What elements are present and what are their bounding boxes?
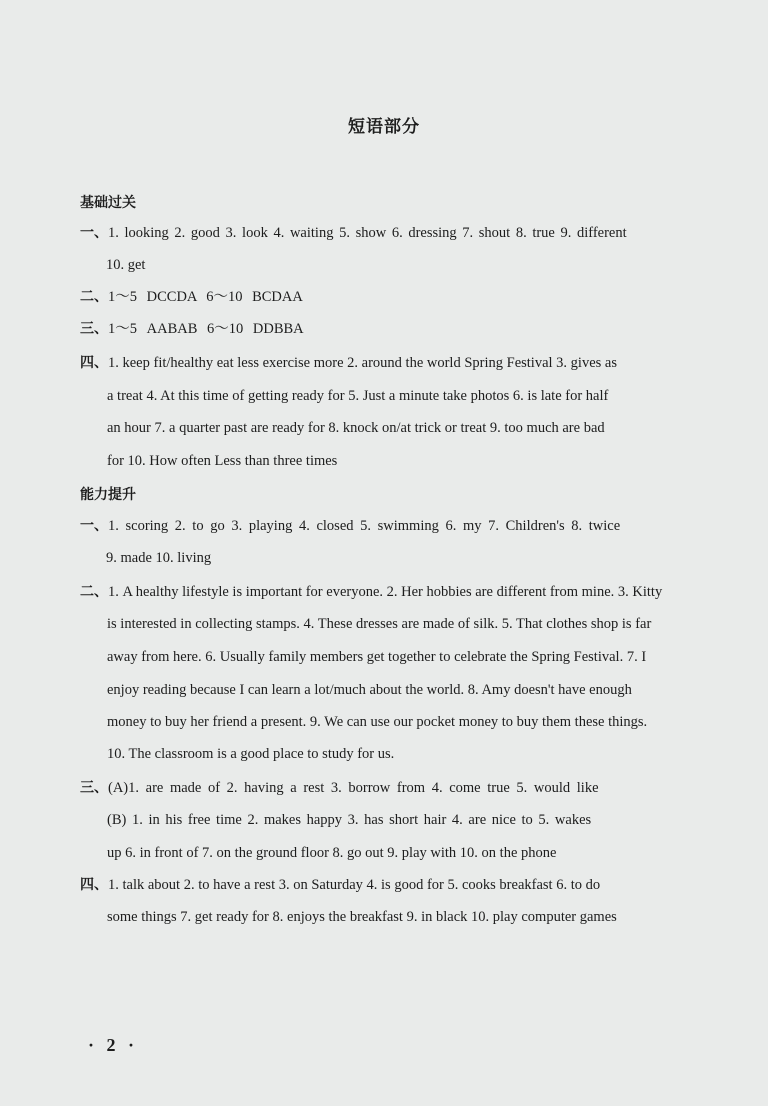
answer-text: 1～5 DCCDA 6～10 BCDAA [108,289,303,305]
answer-line [107,614,755,634]
answer-line [106,255,754,275]
answer-text: 10. get [106,257,146,273]
answer-line [106,548,754,568]
answer-text: away from here. 6. Usually family members get together to celebrate the Spring Festival. 7. I [107,649,647,665]
item-label: 一、 [80,225,108,241]
answer-text: 9. made 10. living [106,550,212,566]
answer-text: (B) 1. in his free time 2. makes happy 3. has short hair 4. are nice to 5. wakes [107,812,592,828]
answer-line [107,680,755,700]
item-label: 三、 [80,780,108,796]
answer-line [107,810,755,830]
answer-line [107,712,755,732]
answer-line [80,778,728,798]
answer-line [80,223,728,243]
answer-text: enjoy reading because I can learn a lot/much about the world. 8. Amy doesn't have enough [107,682,632,698]
answer-text: 1. keep fit/healthy eat less exercise more 2. around the world Spring Festival 3. gives as [108,355,617,371]
answer-text: 10. The classroom is a good place to study for us. [107,746,395,762]
answer-text: 1. talk about 2. to have a rest 3. on Saturday 4. is good for 5. cooks breakfast 6. to do [108,877,601,893]
answer-line [107,907,755,927]
answer-line [80,287,728,307]
item-label: 四、 [80,355,108,371]
answer-text: 1. A healthy lifestyle is important for everyone. 2. Her hobbies are different from mine. 3. Kitty [108,584,663,600]
answer-text: 1. looking 2. good 3. look 4. waiting 5. show 6. dressing 7. shout 8. true 9. different [108,225,627,241]
answer-text: (A)1. are made of 2. having a rest 3. borrow from 4. come true 5. would like [108,780,599,796]
answer-text: is interested in collecting stamps. 4. These dresses are made of silk. 5. That clothes shop is far [107,616,652,632]
answer-text: 1. scoring 2. to go 3. playing 4. closed 5. swimming 6. my 7. Children's 8. twice [108,518,621,534]
answer-text: up 6. in front of 7. on the ground floor 8. go out 9. play with 10. on the phone [107,845,557,861]
page-title: 短语部分 [348,117,420,137]
answer-line [80,353,728,373]
answer-line [80,516,728,536]
answer-line [107,843,755,863]
answer-line [107,386,755,406]
answer-line [107,647,755,667]
answer-line [80,319,728,339]
answer-text: some things 7. get ready for 8. enjoys the breakfast 9. in black 10. play computer games [107,909,617,925]
page-number: · 2 · [88,1035,139,1055]
answer-text: money to buy her friend a present. 9. We can use our pocket money to buy them these things. [107,714,648,730]
answer-line [80,875,728,895]
answer-line [107,744,755,764]
answer-text: for 10. How often Less than three times [107,453,338,469]
answer-line [80,582,728,602]
item-label: 二、 [80,289,108,305]
section-heading-advanced: 能力提升 [80,487,136,503]
item-label: 二、 [80,584,108,600]
section-heading-basic: 基础过关 [80,195,136,211]
answer-text: a treat 4. At this time of getting ready for 5. Just a minute take photos 6. is late for half [107,388,609,404]
item-label: 一、 [80,518,108,534]
item-label: 三、 [80,321,108,337]
item-label: 四、 [80,877,108,893]
answer-line [107,451,755,471]
answer-text: an hour 7. a quarter past are ready for 8. knock on/at trick or treat 9. too much are bad [107,420,605,436]
answer-line [107,418,755,438]
answer-text: 1～5 AABAB 6～10 DDBBA [108,321,304,337]
